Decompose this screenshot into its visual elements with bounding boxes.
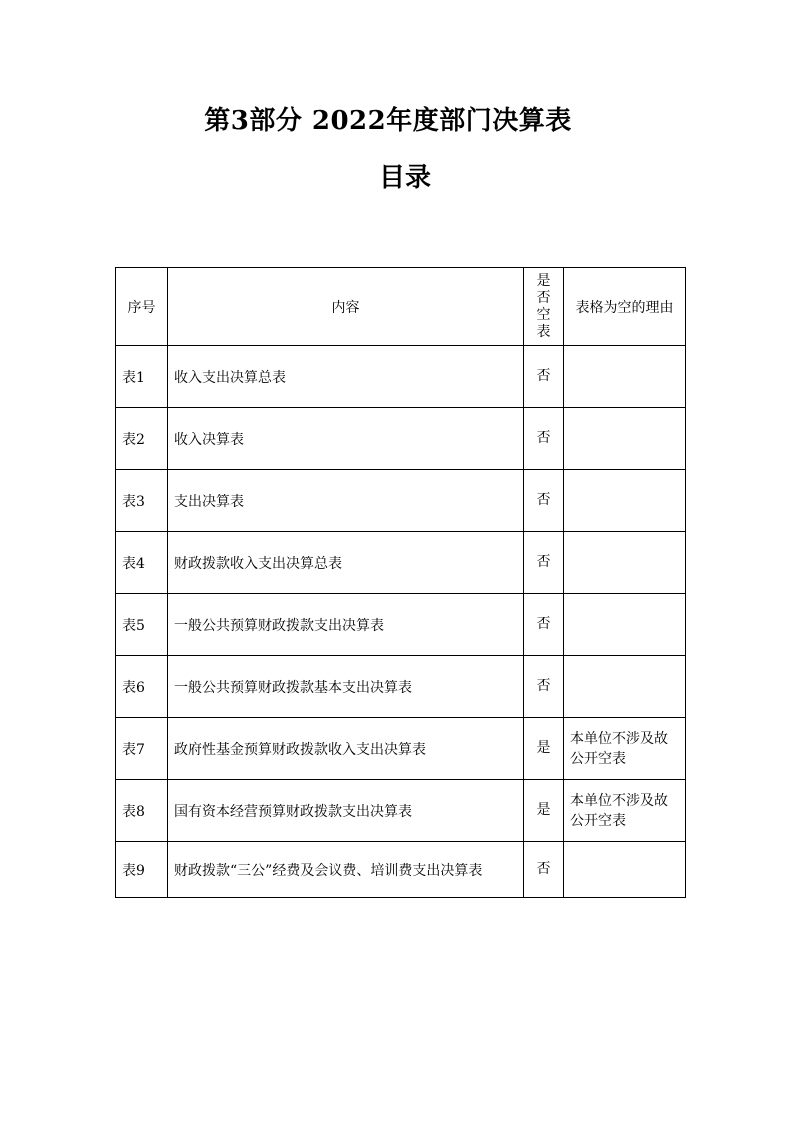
row-no: 表3 xyxy=(116,470,168,532)
table-row xyxy=(116,408,686,470)
row-no: 表5 xyxy=(116,594,168,656)
row-no: 表8 xyxy=(116,780,168,842)
row-is-empty: 是 xyxy=(524,718,564,780)
row-reason: 本单位不涉及故公开空表 xyxy=(564,718,686,780)
header-reason: 表格为空的理由 xyxy=(564,268,686,346)
row-is-empty: 否 xyxy=(524,532,564,594)
row-is-empty: 是 xyxy=(524,780,564,842)
row-content: 收入支出决算总表 xyxy=(168,346,524,408)
table-row xyxy=(116,842,686,898)
row-is-empty: 否 xyxy=(524,656,564,718)
row-content: 财政拨款“三公”经费及会议费、培训费支出决算表 xyxy=(168,842,524,898)
row-no: 表2 xyxy=(116,408,168,470)
table-row xyxy=(116,718,686,780)
row-content: 支出决算表 xyxy=(168,470,524,532)
row-reason xyxy=(564,470,686,532)
row-reason xyxy=(564,842,686,898)
header-is-empty-label: 是否空表 xyxy=(536,272,551,340)
table-row xyxy=(116,780,686,842)
page-subtitle: 目录 xyxy=(378,163,431,193)
row-content: 政府性基金预算财政拨款收入支出决算表 xyxy=(168,718,524,780)
header-no: 序号 xyxy=(116,268,168,346)
row-content: 一般公共预算财政拨款基本支出决算表 xyxy=(168,656,524,718)
header-content: 内容 xyxy=(168,268,524,346)
table-row xyxy=(116,346,686,408)
row-no: 表1 xyxy=(116,346,168,408)
row-is-empty: 否 xyxy=(524,408,564,470)
row-no: 表7 xyxy=(116,718,168,780)
table-header-row xyxy=(116,268,686,346)
row-reason xyxy=(564,532,686,594)
page-title: 第3部分 2022年度部门决算表 xyxy=(204,106,572,136)
row-reason xyxy=(564,346,686,408)
row-is-empty: 否 xyxy=(524,470,564,532)
row-reason xyxy=(564,594,686,656)
row-content: 国有资本经营预算财政拨款支出决算表 xyxy=(168,780,524,842)
row-is-empty: 否 xyxy=(524,842,564,898)
table-row xyxy=(116,594,686,656)
row-reason xyxy=(564,408,686,470)
table-row xyxy=(116,532,686,594)
header-is-empty xyxy=(524,268,564,346)
row-content: 财政拨款收入支出决算总表 xyxy=(168,532,524,594)
row-is-empty: 否 xyxy=(524,594,564,656)
row-reason: 本单位不涉及故公开空表 xyxy=(564,780,686,842)
table-of-contents xyxy=(115,267,686,898)
row-is-empty: 否 xyxy=(524,346,564,408)
row-content: 收入决算表 xyxy=(168,408,524,470)
row-no: 表6 xyxy=(116,656,168,718)
row-reason xyxy=(564,656,686,718)
row-no: 表4 xyxy=(116,532,168,594)
table-row xyxy=(116,656,686,718)
row-no: 表9 xyxy=(116,842,168,898)
row-content: 一般公共预算财政拨款支出决算表 xyxy=(168,594,524,656)
table-row xyxy=(116,470,686,532)
